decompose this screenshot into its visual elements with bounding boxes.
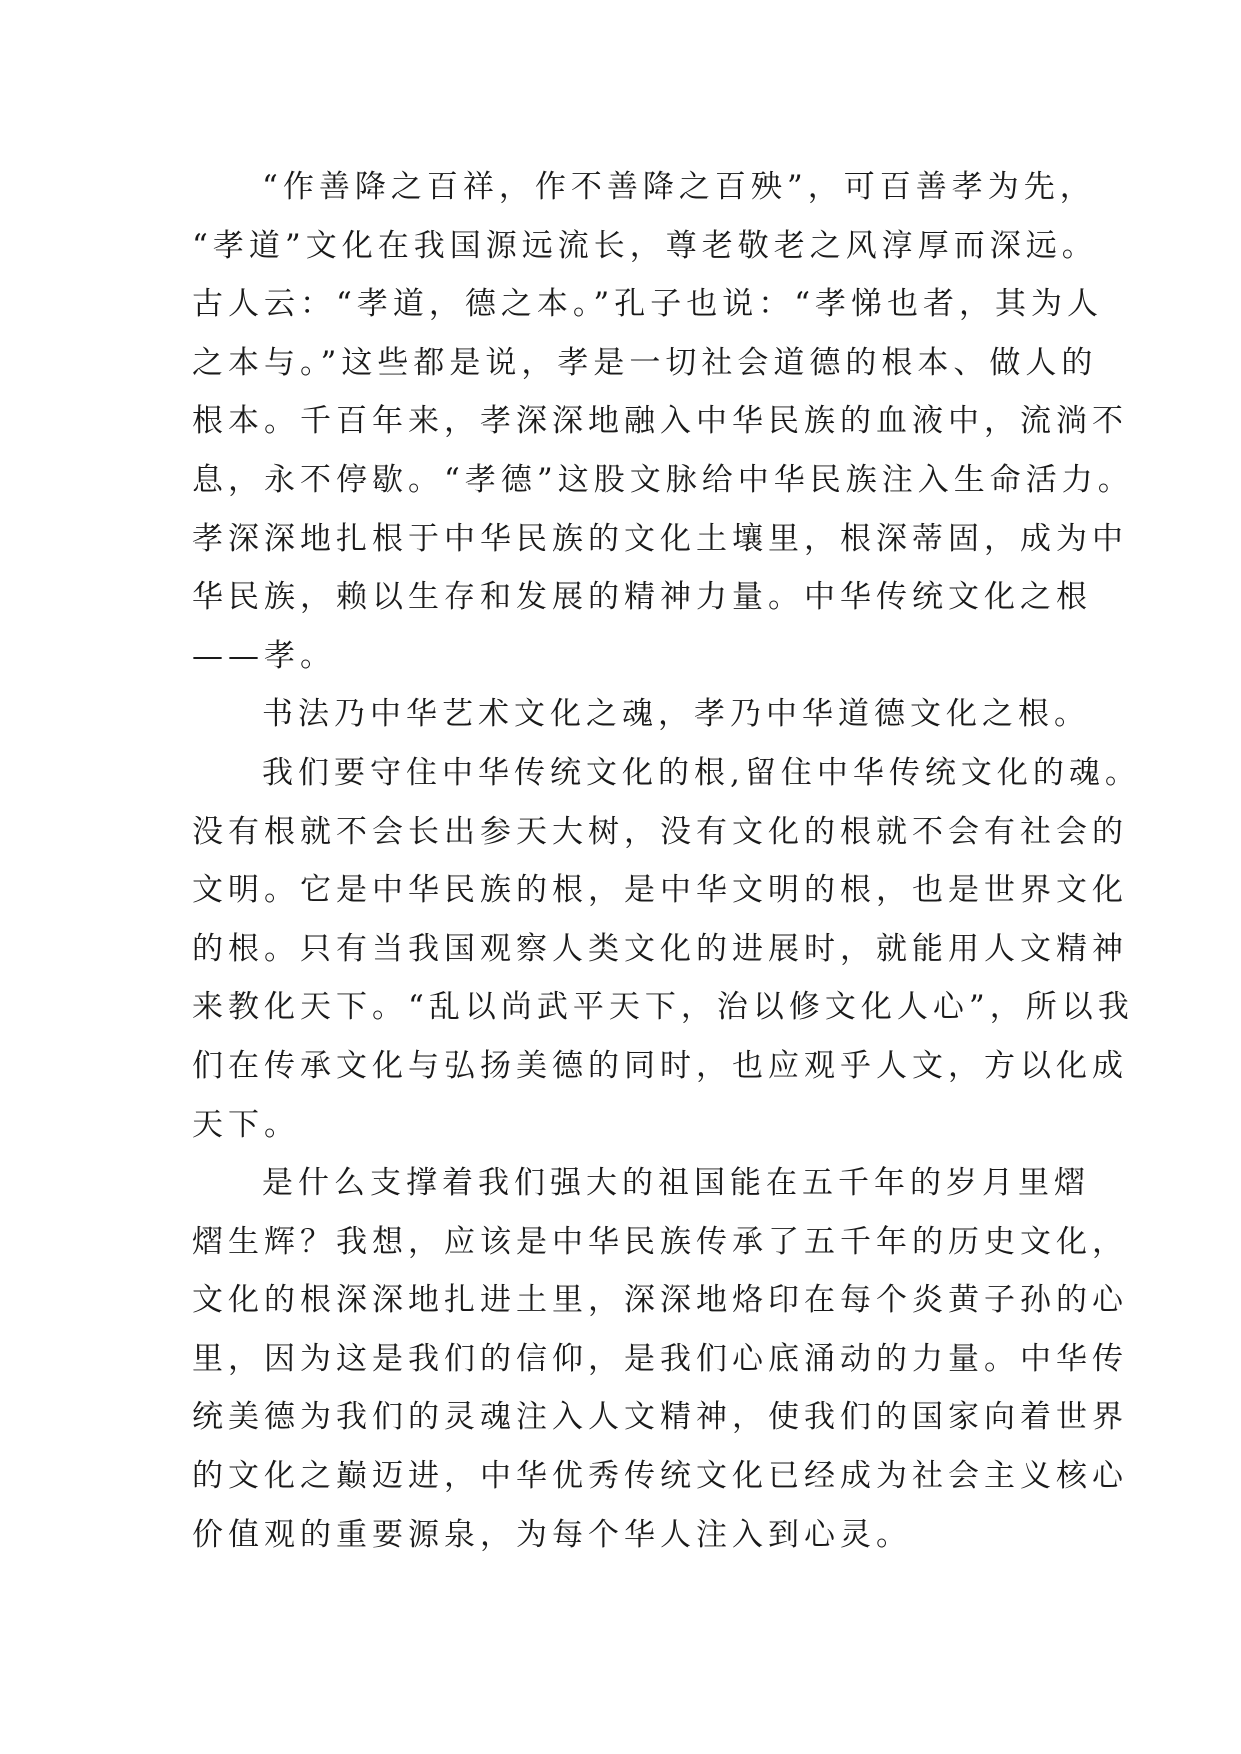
text-line: 文化的根深深地扎进土里，深深地烙印在每个炎黄子孙的心 — [192, 1282, 1128, 1319]
paragraph-1 — [192, 158, 1134, 685]
text-line: 的根。只有当我国观察人类文化的进展时，就能用人文精神 — [192, 930, 1128, 967]
text-line: 们在传承文化与弘扬美德的同时，也应观乎人文，方以化成 — [192, 1047, 1128, 1084]
text-line: 根本。千百年来，孝深深地融入中华民族的血液中，流淌不 — [192, 403, 1128, 440]
text-line: 是什么支撑着我们强大的祖国能在五千年的岁月里熠 — [262, 1165, 1090, 1202]
text-line: 之本与。”这些都是说，孝是一切社会道德的根本、做人的 — [192, 344, 1098, 381]
text-line: 价值观的重要源泉，为每个华人注入到心灵。 — [192, 1516, 912, 1553]
text-line: “孝道”文化在我国源远流长，尊老敬老之风淳厚而深远。 — [192, 227, 1098, 264]
text-line: 里，因为这是我们的信仰，是我们心底涌动的力量。中华传 — [192, 1340, 1128, 1377]
text-line: 的文化之巅迈进，中华优秀传统文化已经成为社会主义核心 — [192, 1458, 1128, 1495]
text-line: 熠生辉？我想，应该是中华民族传承了五千年的历史文化， — [192, 1223, 1128, 1260]
paragraph-3 — [192, 744, 1141, 1154]
text-line: 来教化天下。“乱以尚武平天下，治以修文化人心”，所以我 — [192, 989, 1134, 1026]
text-line: 天下。 — [192, 1106, 300, 1143]
text-line: 息，永不停歇。“孝德”这股文脉给中华民族注入生命活力。 — [192, 461, 1134, 498]
text-line: 没有根就不会长出参天大树，没有文化的根就不会有社会的 — [192, 813, 1128, 850]
paragraph-2 — [192, 685, 1090, 744]
text-line: 孝深深地扎根于中华民族的文化土壤里，根深蒂固，成为中 — [192, 520, 1128, 557]
text-line: 书法乃中华艺术文化之魂，孝乃中华道德文化之根。 — [262, 696, 1090, 733]
text-line: ——孝。 — [192, 637, 336, 674]
paragraph-4 — [192, 1154, 1128, 1564]
text-line: 华民族，赖以生存和发展的精神力量。中华传统文化之根 — [192, 579, 1092, 616]
text-line: 古人云：“孝道，德之本。”孔子也说：“孝悌也者，其为人 — [192, 286, 1104, 323]
text-line: 统美德为我们的灵魂注入人文精神，使我们的国家向着世界 — [192, 1399, 1128, 1436]
body-text — [192, 158, 1141, 1564]
text-line: 我们要守住中华传统文化的根,留住中华传统文化的魂。 — [262, 754, 1141, 791]
text-line: “作善降之百祥，作不善降之百殃”，可百善孝为先， — [262, 169, 1096, 205]
text-line: 文明。它是中华民族的根，是中华文明的根，也是世界文化 — [192, 872, 1128, 909]
